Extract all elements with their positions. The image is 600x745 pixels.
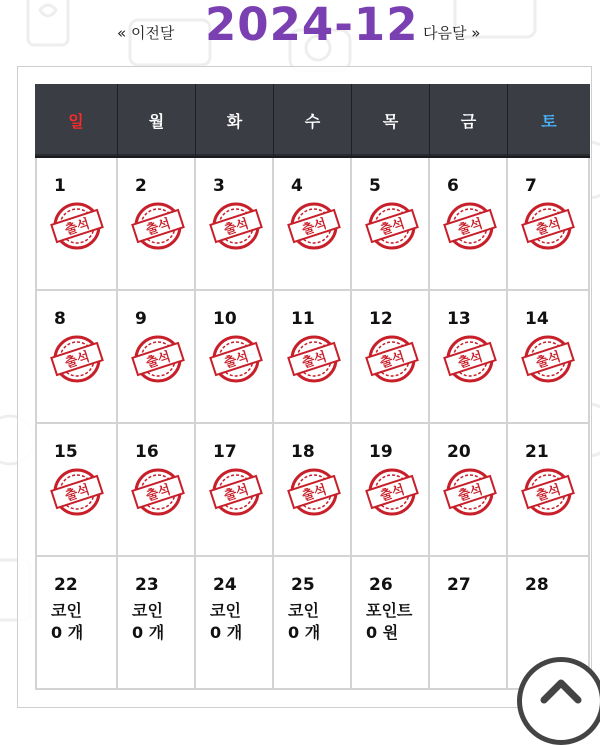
day-number: 12 <box>369 309 393 329</box>
calendar-week-row <box>35 557 590 690</box>
calendar-day-cell[interactable] <box>196 557 274 690</box>
stamp-label: 출석 <box>144 482 173 505</box>
day-number: 20 <box>447 442 471 462</box>
day-number: 18 <box>291 442 315 462</box>
calendar-day-cell[interactable] <box>352 557 430 690</box>
calendar-week-row <box>35 291 590 424</box>
reward-amount: 0 개 <box>132 623 165 642</box>
reward-type: 코인 <box>288 601 319 620</box>
attendance-stamp-icon <box>48 466 106 518</box>
weekday-thu: 목 <box>352 84 430 158</box>
stamp-label: 출석 <box>378 482 407 505</box>
day-number: 25 <box>291 575 315 595</box>
calendar-day-cell[interactable] <box>196 291 274 424</box>
weekday-wed: 수 <box>274 84 352 158</box>
calendar-day-cell[interactable] <box>430 158 508 291</box>
calendar-day-cell[interactable] <box>118 158 196 291</box>
attendance-stamp-icon <box>129 466 187 518</box>
attendance-stamp-icon <box>363 200 421 252</box>
reward-amount: 0 개 <box>51 623 84 642</box>
stamp-label: 출석 <box>222 349 251 372</box>
calendar-day-cell[interactable] <box>35 424 118 557</box>
attendance-stamp-icon <box>48 200 106 252</box>
calendar-day-cell[interactable] <box>508 424 590 557</box>
weekday-tue: 화 <box>196 84 274 158</box>
calendar-day-cell[interactable] <box>35 291 118 424</box>
reward-type: 코인 <box>210 601 241 620</box>
day-number: 22 <box>54 575 78 595</box>
day-number: 21 <box>525 442 549 462</box>
stamp-label: 출석 <box>222 216 251 239</box>
calendar-day-cell[interactable] <box>430 291 508 424</box>
stamp-label: 출석 <box>534 482 563 505</box>
month-navigation <box>0 0 600 58</box>
day-number: 11 <box>291 309 315 329</box>
day-number: 2 <box>135 176 147 196</box>
reward-info <box>210 600 242 644</box>
calendar-day-cell[interactable] <box>430 557 508 690</box>
day-number: 4 <box>291 176 303 196</box>
reward-info <box>288 600 320 644</box>
day-number: 1 <box>54 176 66 196</box>
stamp-label: 출석 <box>63 216 92 239</box>
stamp-label: 출석 <box>144 349 173 372</box>
next-month-link[interactable]: 다음달 » <box>423 24 481 42</box>
attendance-stamp-icon <box>285 200 343 252</box>
calendar-day-cell[interactable] <box>118 291 196 424</box>
weekday-fri: 금 <box>430 84 508 158</box>
stamp-label: 출석 <box>300 216 329 239</box>
stamp-label: 출석 <box>378 216 407 239</box>
stamp-label: 출석 <box>534 216 563 239</box>
day-number: 10 <box>213 309 237 329</box>
scroll-top-button[interactable] <box>517 657 600 745</box>
attendance-stamp-icon <box>207 200 265 252</box>
calendar-day-cell[interactable] <box>274 158 352 291</box>
calendar-day-cell[interactable] <box>352 424 430 557</box>
calendar-day-cell[interactable] <box>352 158 430 291</box>
attendance-stamp-icon <box>48 333 106 385</box>
chevron-up-icon <box>522 662 600 740</box>
calendar-week-row <box>35 158 590 291</box>
day-number: 26 <box>369 575 393 595</box>
calendar-day-cell[interactable] <box>196 424 274 557</box>
attendance-stamp-icon <box>129 200 187 252</box>
calendar-day-cell[interactable] <box>508 291 590 424</box>
stamp-label: 출석 <box>300 349 329 372</box>
reward-info <box>132 600 164 644</box>
reward-type: 코인 <box>132 601 163 620</box>
attendance-stamp-icon <box>519 466 577 518</box>
attendance-stamp-icon <box>363 466 421 518</box>
reward-amount: 0 원 <box>366 623 399 642</box>
calendar-day-cell[interactable] <box>35 557 118 690</box>
attendance-stamp-icon <box>207 466 265 518</box>
day-number: 3 <box>213 176 225 196</box>
attendance-stamp-icon <box>129 333 187 385</box>
attendance-stamp-icon <box>363 333 421 385</box>
calendar-day-cell[interactable] <box>196 158 274 291</box>
calendar-week-row <box>35 424 590 557</box>
stamp-label: 출석 <box>378 349 407 372</box>
weekday-header-row <box>35 84 590 158</box>
weekday-sat: 토 <box>508 84 590 158</box>
stamp-label: 출석 <box>144 216 173 239</box>
reward-info <box>366 600 412 644</box>
day-number: 19 <box>369 442 393 462</box>
stamp-label: 출석 <box>222 482 251 505</box>
day-number: 24 <box>213 575 237 595</box>
day-number: 16 <box>135 442 159 462</box>
prev-month-link[interactable]: « 이전달 <box>117 24 175 42</box>
day-number: 5 <box>369 176 381 196</box>
reward-info <box>51 600 83 644</box>
calendar-day-cell[interactable] <box>118 557 196 690</box>
day-number: 23 <box>135 575 159 595</box>
calendar-day-cell[interactable] <box>430 424 508 557</box>
day-number: 28 <box>525 575 549 595</box>
day-number: 9 <box>135 309 147 329</box>
day-number: 27 <box>447 575 471 595</box>
stamp-label: 출석 <box>456 482 485 505</box>
attendance-stamp-icon <box>207 333 265 385</box>
calendar-day-cell[interactable] <box>274 557 352 690</box>
reward-type: 포인트 <box>366 601 413 620</box>
stamp-label: 출석 <box>300 482 329 505</box>
reward-amount: 0 개 <box>210 623 243 642</box>
day-number: 7 <box>525 176 537 196</box>
weekday-mon: 월 <box>118 84 196 158</box>
stamp-label: 출석 <box>456 349 485 372</box>
attendance-stamp-icon <box>441 333 499 385</box>
day-number: 15 <box>54 442 78 462</box>
calendar-day-cell[interactable] <box>118 424 196 557</box>
day-number: 6 <box>447 176 459 196</box>
calendar-day-cell[interactable] <box>274 291 352 424</box>
calendar-day-cell[interactable] <box>352 291 430 424</box>
attendance-stamp-icon <box>441 466 499 518</box>
day-number: 17 <box>213 442 237 462</box>
calendar-day-cell[interactable] <box>508 158 590 291</box>
calendar-day-cell[interactable] <box>274 424 352 557</box>
day-number: 14 <box>525 309 549 329</box>
day-number: 8 <box>54 309 66 329</box>
reward-type: 코인 <box>51 601 82 620</box>
attendance-stamp-icon <box>441 200 499 252</box>
stamp-label: 출석 <box>456 216 485 239</box>
attendance-stamp-icon <box>519 200 577 252</box>
attendance-stamp-icon <box>285 466 343 518</box>
day-number: 13 <box>447 309 471 329</box>
weekday-sun: 일 <box>35 84 118 158</box>
attendance-stamp-icon <box>285 333 343 385</box>
attendance-calendar <box>35 84 590 690</box>
calendar-day-cell[interactable] <box>35 158 118 291</box>
stamp-label: 출석 <box>63 482 92 505</box>
stamp-label: 출석 <box>63 349 92 372</box>
current-month-title: 2024-12 <box>205 0 419 51</box>
stamp-label: 출석 <box>534 349 563 372</box>
reward-amount: 0 개 <box>288 623 321 642</box>
attendance-stamp-icon <box>519 333 577 385</box>
